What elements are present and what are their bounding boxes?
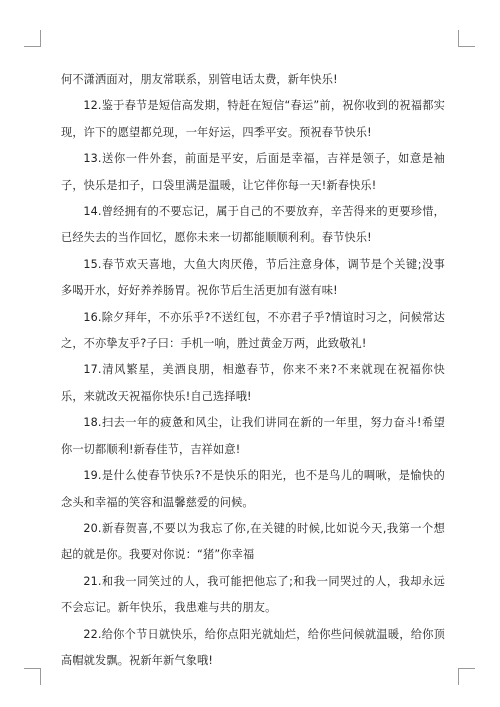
paragraph-22: 22.给你个节日就快乐，给你点阳光就灿烂，给你些问候就温暖，给你顶高帽就发飘。祝新年新气象哦!: [61, 627, 445, 667]
paragraph-15: 15.春节欢天喜地，大鱼大肉厌倦，节后注意身体，调节是个关键;没事多喝开水，好好养养肠胃。祝你节后生活更加有滋有味!: [61, 257, 445, 298]
paragraph-21: 21.和我一同笑过的人，我可能把他忘了;和我一同哭过的人，我却永远不会忘记。新年快乐，我患难与共的朋友。: [61, 574, 445, 615]
document-body: [61, 67, 445, 674]
paragraph-13: 13.送你一件外套，前面是平安，后面是幸福，吉祥是领子，如意是袖子，快乐是扣子，口袋里满是温暖，让它伴你每一天!新春快乐!: [61, 152, 445, 192]
paragraph-16: 16.除夕拜年，不亦乐乎?不送红包，不亦君子乎?情谊时习之，问候常达之，不亦挚友乎?子曰：手机一响，胜过黄金万两，此致敬礼!: [61, 310, 445, 351]
paragraph-17: 17.清风繁星，美酒良朋，相邀春节，你来不来?不来就现在祝福你快乐，来就改天祝福你快乐!自己选择哦!: [61, 363, 445, 403]
crop-mark-top-left: [24, 30, 41, 47]
paragraph-14: 14.曾经拥有的不要忘记，属于自己的不要放弃，辛苦得来的更要珍惜，已经失去的当作回忆，愿你未来一切都能顺顺利利。春节快乐!: [61, 205, 445, 245]
paragraph-20: 20.新春贺喜,不要以为我忘了你,在关键的时候,比如说今天,我第一个想起的就是你。我要对你说：“猪”你幸福: [61, 521, 445, 562]
crop-mark-bottom-left: [24, 668, 41, 685]
crop-mark-bottom-right: [458, 668, 475, 685]
paragraph-continuation: 何不潇洒面对，朋友常联系，别管电话太费，新年快乐!: [61, 73, 338, 86]
paragraph-19: 19.是什么使春节快乐?不是快乐的阳光，也不是鸟儿的啁啾，是愉快的念头和幸福的笑容和温馨慈爱的问候。: [61, 469, 445, 509]
paragraph-18: 18.扫去一年的疲惫和风尘，让我们讲同在新的一年里，努力奋斗!希望你一切都顺利!新春佳节，吉祥如意!: [61, 416, 445, 456]
paragraph-12: 12.鉴于春节是短信高发期，特赶在短信“春运”前，祝你收到的祝福都实现，许下的愿望都兑现，一年好运，四季平安。预祝春节快乐!: [61, 99, 445, 139]
crop-mark-top-right: [458, 30, 475, 47]
